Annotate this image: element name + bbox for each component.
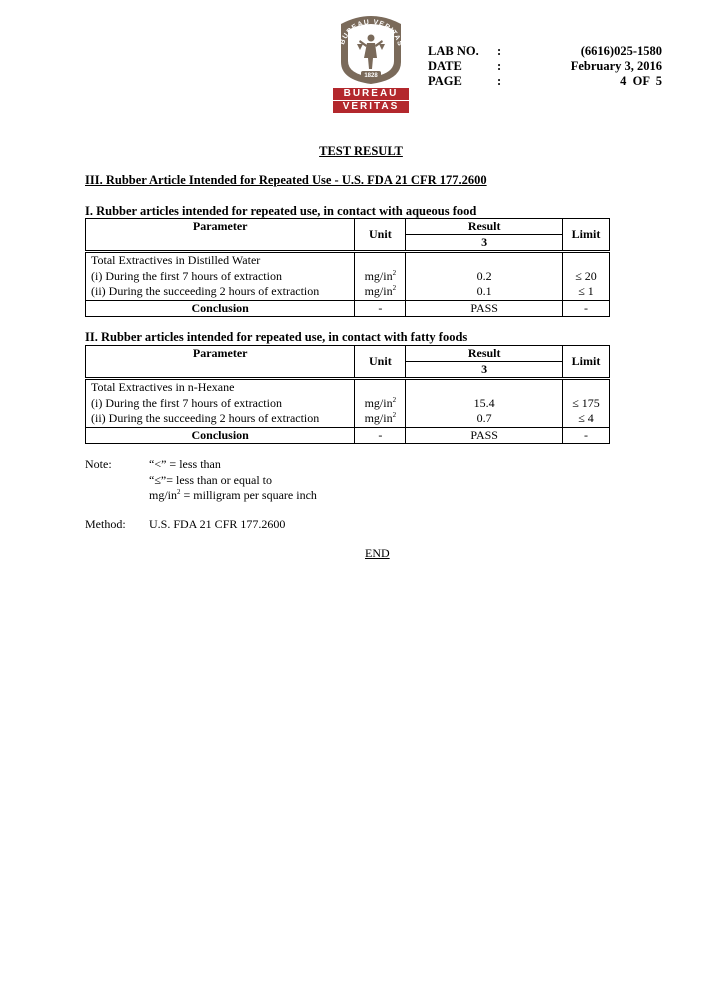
table2-caption: II. Rubber articles intended for repeated use, in contact with fatty foods — [85, 330, 468, 344]
bureau-veritas-logo — [331, 14, 411, 114]
t2-conclusion-label: Conclusion — [86, 427, 355, 443]
table2 — [85, 345, 610, 444]
date-value: February 3, 2016 — [570, 59, 662, 73]
t1-conclusion-unit: - — [355, 300, 406, 316]
t2-group-label: Total Extractives in n-Hexane — [86, 379, 355, 396]
t1-row1-limit: ≤ 20 — [563, 268, 610, 284]
t2-row2-parameter: (ii) During the succeeding 2 hours of extraction — [86, 411, 355, 427]
t1-row1-result: 0.2 — [406, 268, 563, 284]
page-value: 4 OF 5 — [620, 74, 662, 88]
end-marker: END — [365, 546, 390, 560]
t1-conclusion-limit: - — [563, 300, 610, 316]
t1-row2-result: 0.1 — [406, 284, 563, 300]
table1-caption: I. Rubber articles intended for repeated use, in contact with aqueous food — [85, 204, 477, 218]
t2-conclusion-result: PASS — [406, 427, 563, 443]
section-title: III. Rubber Article Intended for Repeated Use - U.S. FDA 21 CFR 177.2600 — [85, 173, 487, 187]
t1-conclusion-label: Conclusion — [86, 300, 355, 316]
t1-row2-parameter: (ii) During the succeeding 2 hours of extraction — [86, 284, 355, 300]
t2-row2-limit: ≤ 4 — [563, 411, 610, 427]
t2-conclusion-limit: - — [563, 427, 610, 443]
lab-no-label: LAB NO. — [428, 44, 479, 58]
t2-header-parameter: Parameter — [86, 346, 355, 362]
method-value: U.S. FDA 21 CFR 177.2600 — [149, 517, 286, 531]
date-label: DATE — [428, 59, 462, 73]
t1-row1-unit: $mg/in^2$ — [355, 268, 406, 284]
t2-row1-limit: ≤ 175 — [563, 395, 610, 411]
t1-header-result-sub: 3 — [406, 235, 563, 252]
svg-text:BUREAU VERITAS: BUREAU VERITAS — [339, 18, 404, 48]
t2-header-unit: Unit — [355, 346, 406, 379]
t2-header-result: Result — [406, 346, 563, 362]
logo-wordmark-top: BUREAU — [333, 88, 409, 100]
t1-row2-limit: ≤ 1 — [563, 284, 610, 300]
t1-row1-parameter: (i) During the first 7 hours of extraction — [86, 268, 355, 284]
t1-header-result: Result — [406, 219, 563, 235]
t2-row2-result: 0.7 — [406, 411, 563, 427]
lab-no-value: (6616)025-1580 — [580, 44, 662, 58]
t2-row2-unit: $mg/in^2$ — [355, 411, 406, 427]
t2-row1-unit: $mg/in^2$ — [355, 395, 406, 411]
t1-conclusion-result: PASS — [406, 300, 563, 316]
method-label: Method: — [85, 517, 126, 531]
t1-group-label: Total Extractives in Distilled Water — [86, 252, 355, 269]
logo-wordmark-bottom: VERITAS — [333, 101, 409, 113]
t1-header-parameter: Parameter — [86, 219, 355, 235]
note-line-3: $mg/in^2$ = milligram per square inch — [149, 488, 317, 502]
t2-conclusion-unit: - — [355, 427, 406, 443]
page-label: PAGE — [428, 74, 462, 88]
table1 — [85, 218, 610, 317]
t2-row1-result: 15.4 — [406, 395, 563, 411]
note-label: Note: — [85, 457, 112, 471]
t1-row2-unit: $mg/in^2$ — [355, 284, 406, 300]
lab-no-colon: : — [497, 44, 502, 58]
note-line-1: “<” = less than — [149, 457, 221, 471]
note-line-2: “≤”= less than or equal to — [149, 473, 272, 487]
t2-header-result-sub: 3 — [406, 362, 563, 379]
t1-header-limit: Limit — [563, 219, 610, 252]
logo-year: 1828 — [364, 73, 378, 79]
t2-row1-parameter: (i) During the first 7 hours of extraction — [86, 395, 355, 411]
bureau-veritas-seal-icon — [331, 14, 411, 86]
t1-header-unit: Unit — [355, 219, 406, 252]
date-colon: : — [497, 59, 502, 73]
page-colon: : — [497, 74, 502, 88]
doc-title: TEST RESULT — [319, 144, 403, 158]
t2-header-limit: Limit — [563, 346, 610, 379]
